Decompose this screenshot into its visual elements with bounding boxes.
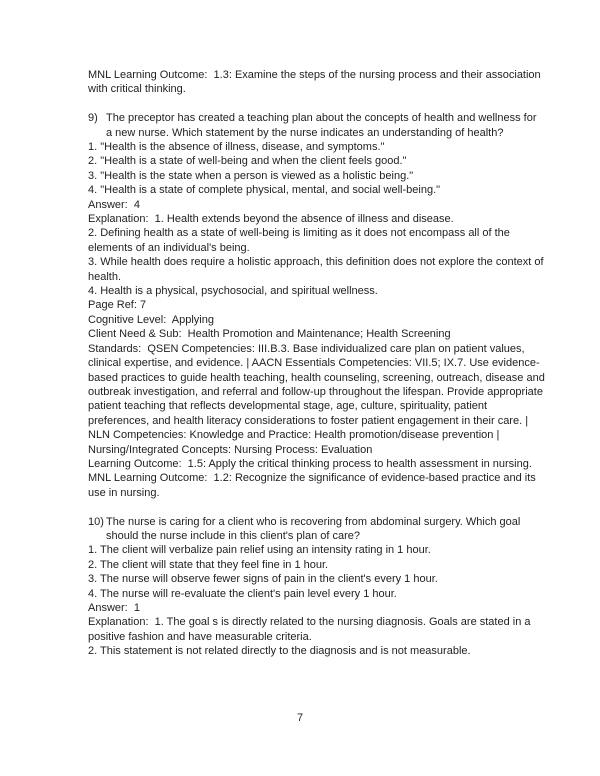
- question-9-stem: [88, 111, 545, 140]
- question-9-cognitive-level: Cognitive Level: Applying: [88, 313, 214, 326]
- question-9-option-2: 2. "Health is a state of well-being and when the client feels good.": [88, 155, 407, 168]
- page-number: 7: [296, 712, 304, 724]
- question-9-explanation-3: 3. While health does require a holistic approach, this definition does not explore the context of health.: [88, 256, 547, 283]
- question-9-explanation-4: 4. Health is a physical, psychosocial, and spiritual wellness.: [88, 285, 378, 298]
- question-10-option-2: 2. The client will state that they feel fine in 1 hour.: [88, 558, 329, 571]
- question-10-answer: Answer: 1: [88, 602, 140, 614]
- question-9-explanation-1: Explanation: 1. Health extends beyond the absence of illness and disease.: [88, 213, 454, 226]
- question-10-stem-text: The nurse is caring for a client who is recovering from abdominal surgery. Which goal should the nurse include in this client's plan of care?: [106, 515, 524, 542]
- question-10-option-1: 1. The client will verbalize pain relief using an intensity rating in 1 hour.: [88, 544, 431, 557]
- question-9-answer: Answer: 4: [88, 198, 140, 211]
- question-9-explanation-2: 2. Defining health as a state of well-being is limiting as it does not encompass all of the elements of an individual's being.: [88, 227, 513, 254]
- question-9-standards: Standards: QSEN Competencies: III.B.3. Base individualized care plan on patient values, clinical expertise, and evidence. | AACN Essentials Competencies: VII.5; IX.7. Use evidence-based practices to guide health teaching, health counseling, screening, outreach, disease and outbreak investigation, and referral and follow-up throughout the lifespan. Provide appropriate patient teaching that reflects developmental stage, age, culture, spirituality, patient preferences, and health literacy considerations to foster patient engagement in their care. | NLN Competencies: Knowledge and Practice: Health promotion/disease prevention | Nursing/Integrated Concepts: Nursing Process: Evaluation: [88, 342, 548, 456]
- question-10-number: 10): [88, 515, 104, 528]
- page-body-text: [88, 68, 548, 659]
- question-9-option-3: 3. "Health is the state when a person is viewed as a holistic being.": [88, 169, 414, 182]
- paragraph-gap: [88, 97, 545, 111]
- question-10-explanation-1: Explanation: 1. The goal s is directly related to the nursing diagnosis. Goals are stated in a positive fashion and have measurable criteria.: [88, 616, 534, 643]
- question-9-client-need: Client Need & Sub: Health Promotion and Maintenance; Health Screening: [88, 328, 451, 341]
- question-9-number: 9): [88, 112, 98, 125]
- question-10-stem: [88, 515, 545, 544]
- paragraph-gap: [88, 500, 545, 514]
- mnl-learning-outcome-intro: MNL Learning Outcome: 1.3: Examine the steps of the nursing process and their association with critical thinking.: [88, 69, 544, 96]
- question-9-page-ref: Page Ref: 7: [88, 299, 147, 312]
- question-10-option-4: 4. The nurse will re-evaluate the client's pain level every 1 hour.: [88, 587, 397, 600]
- question-9-option-4: 4. "Health is a state of complete physical, mental, and social well-being.": [88, 184, 441, 197]
- question-9-stem-text: The preceptor has created a teaching plan about the concepts of health and wellness for a new nurse. Which statement by the nurse indicates an understanding of health?: [106, 112, 540, 139]
- question-10-explanation-2: 2. This statement is not related directly to the diagnosis and is not measurable.: [88, 645, 471, 658]
- question-9-option-1: 1. "Health is the absence of illness, disease, and symptoms.": [88, 141, 385, 154]
- question-10-option-3: 3. The nurse will observe fewer signs of pain in the client's every 1 hour.: [88, 573, 438, 586]
- question-9-mnl-learning-outcome: MNL Learning Outcome: 1.2: Recognize the significance of evidence-based practice and its use in nursing.: [88, 472, 539, 499]
- question-9-learning-outcome: Learning Outcome: 1.5: Apply the critical thinking process to health assessment in nursing.: [88, 457, 532, 470]
